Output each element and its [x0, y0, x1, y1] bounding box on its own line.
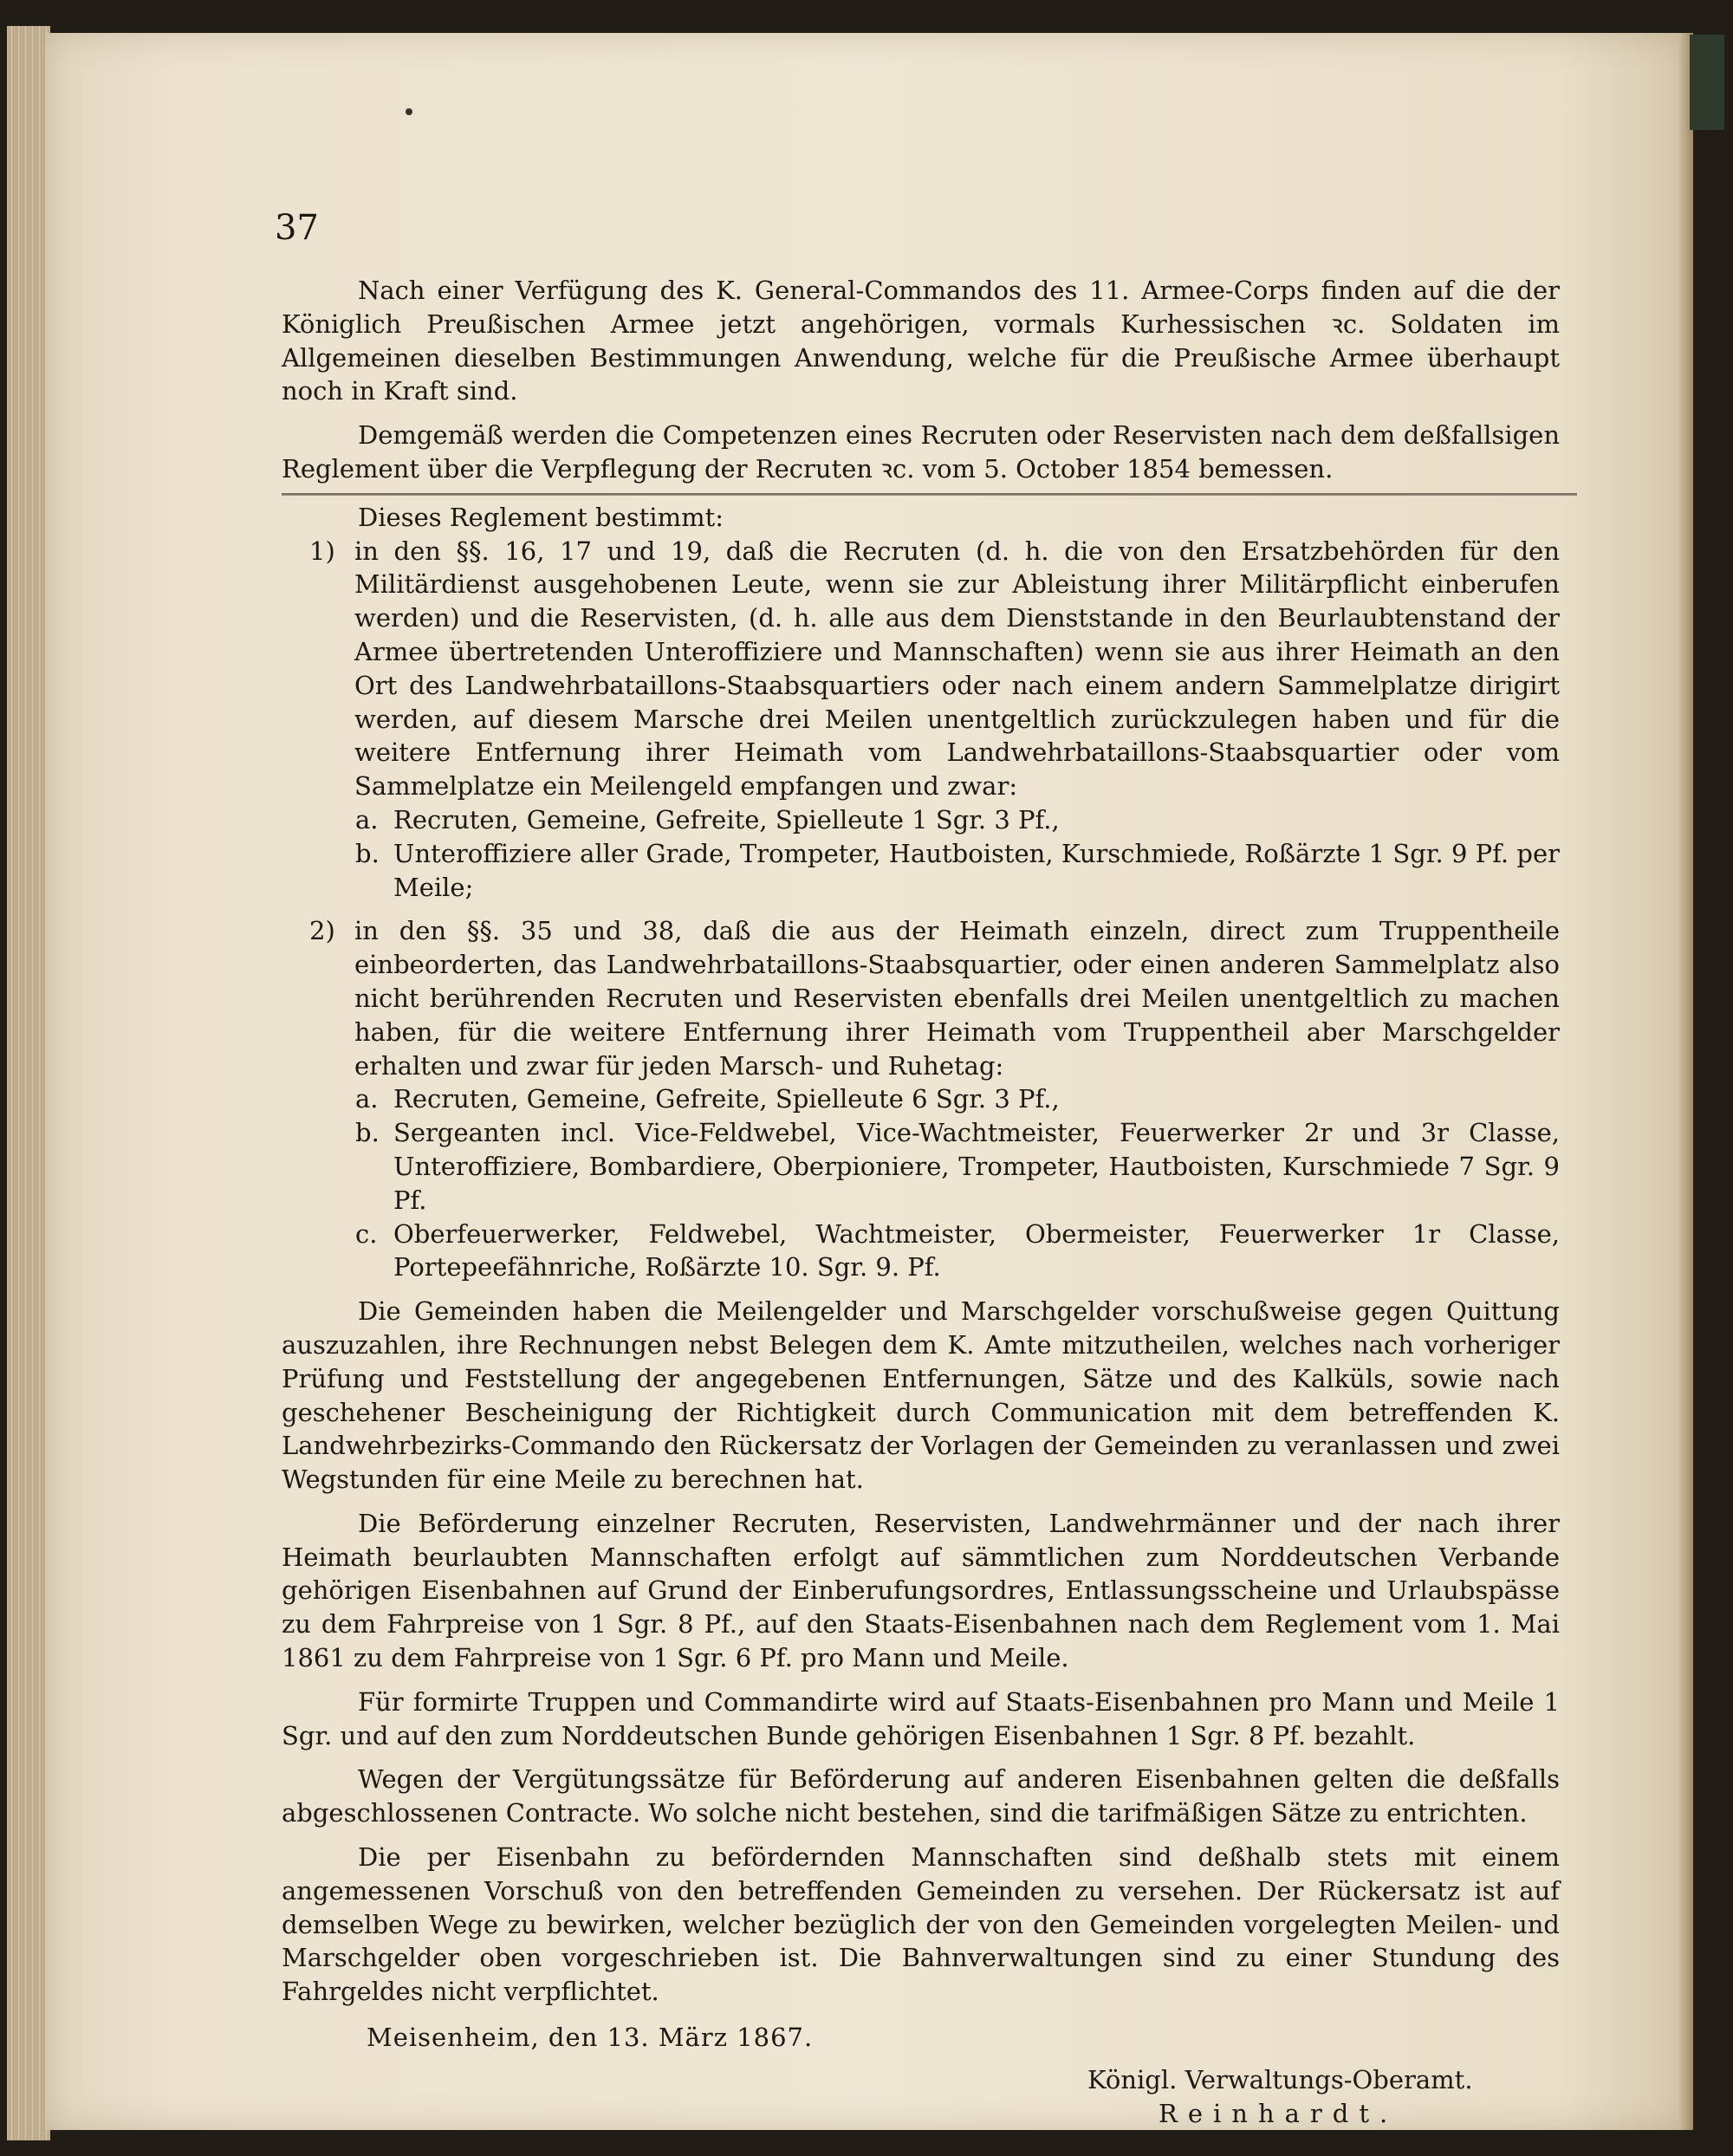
paragraph-intro: Nach einer Verfügung des K. General-Commandos des 11. Armee-Corps finden auf die der Königlich Preußischen Armee jetzt angehörigen, vormals Kurhessischen ꝛc. Soldaten im Allgemeinen dieselben Bestimmungen Anwendung, welche für die Preußische Armee überhaupt noch in Kraft sind. [282, 276, 1560, 406]
list-item-2-text: in den §§. 35 und 38, daß die aus der Heimath einzeln, direct zum Truppentheile einbeorderten, das Landwehrbataillons-Staabsquartier, oder einen anderen Sammelplatz also nicht berührenden Recruten und Reservisten ebenfalls drei Meilen unentgeltlich zu machen haben, für die weitere Entfernung ihrer Heimath vom Truppentheil aber Marschgelder erhalten und zwar für jeden Marsch- und Ruhetag: [354, 916, 1560, 1081]
signature-name: Reinhardt. [1159, 2098, 1399, 2128]
paragraph-municipalities: Die Gemeinden haben die Meilengelder und Marschgelder vorschußweise gegen Quittung auszuzahlen, ihre Rechnungen nebst Belegen dem K. Amte mitzutheilen, welches nach vorheriger Prüfung und Feststellung der angegebenen Entfernungen, Sätze und des Kalküls, sowie nach geschehener Bescheinigung der Richtigkeit durch Communication mit dem betreffenden K. Landwehrbezirks-Commando den Rückersatz der Vorlagen der Gemeinden zu veranlassen und zwei Wegstunden für eine Meile zu berechnen hat. [282, 1296, 1560, 1495]
list-item-1a-label: a. [355, 804, 379, 834]
list-item-1 [309, 535, 1560, 803]
list-item-2b-label: b. [355, 1118, 380, 1148]
list-item-2b [355, 1116, 1560, 1217]
list-item-1a-text: Recruten, Gemeine, Gefreite, Spielleute 1 Sgr. 3 Pf., [393, 804, 1060, 834]
list-item-1b-label: b. [355, 838, 380, 868]
list-item-2a-label: a. [355, 1084, 379, 1114]
list-item-1-number: 1) [309, 536, 335, 566]
list-item-2 [309, 914, 1560, 1082]
list-item-2c-label: c. [355, 1218, 378, 1249]
list-item-1b [355, 837, 1560, 905]
document-body [282, 208, 1560, 2130]
paragraph-advance-payment: Die per Eisenbahn zu befördernden Mannschaften sind deßhalb stets mit einem angemessenen Vorschuß von den betreffenden Gemeinden zu versehen. Der Rückersatz ist auf demselben Wege zu bewirken, welcher bezüglich der von den Gemeinden vorgelegten Meilen- und Marschgelder oben vorgeschrieben ist. Die Bahnverwaltungen sind zu einer Stundung des Fahrgeldes nicht verpflichtet. [282, 1842, 1560, 2007]
page-right-edge [1679, 33, 1693, 2130]
paragraph-regulation-heading: Dieses Reglement bestimmt: [358, 502, 724, 532]
ink-dot [406, 108, 412, 115]
bookmark-tab [1690, 35, 1724, 130]
paragraph-formed-troops: Für formirte Truppen und Commandirte wird auf Staats-Eisenbahnen pro Mann und Meile 1 Sgr. und auf den zum Norddeutschen Bunde gehörigen Eisenbahnen 1 Sgr. 8 Pf. bezahlt. [282, 1686, 1560, 1750]
paragraph-contracts: Wegen der Vergütungssätze für Beförderung auf anderen Eisenbahnen gelten die deßfalls abgeschlossenen Contracte. Wo solche nicht bestehen, sind die tarifmäßigen Sätze zu entrichten. [282, 1764, 1560, 1828]
page-stack-edge [7, 26, 50, 2140]
list-item-1b-text: Unteroffiziere aller Grade, Trompeter, Hautboisten, Kurschmiede, Roßärzte 1 Sgr. 9 Pf. per Meile; [393, 838, 1560, 902]
page-number: 37 [275, 208, 319, 248]
list-item-2a [355, 1082, 1560, 1116]
list-item-2a-text: Recruten, Gemeine, Gefreite, Spielleute 6 Sgr. 3 Pf., [393, 1084, 1060, 1114]
list-item-2b-text: Sergeanten incl. Vice-Feldwebel, Vice-Wachtmeister, Feuerwerker 2r und 3r Classe, Unteroffiziere, Bombardiere, Oberpioniere, Trompeter, Hautboisten, Kurschmiede 7 Sgr. 9 Pf. [393, 1118, 1560, 1215]
horizontal-rule [282, 493, 1577, 496]
list-item-2-number: 2) [309, 916, 335, 946]
list-item-1-text: in den §§. 16, 17 und 19, daß die Recruten (d. h. die von den Ersatzbehörden für den Militärdienst ausgehobenen Leute, wenn sie zur Ableistung ihrer Militärpflicht einberufen werden) und die Reservisten, (d. h. alle aus dem Dienststande in den Beurlaubtenstand der Armee übertretenden Unteroffiziere und Mannschaften) wenn sie aus ihrer Heimath an den Ort des Landwehrbataillons-Staabsquartiers oder nach einem andern Sammelplatze dirigirt werden, auf diesem Marsche drei Meilen unentgeltlich zurückzulegen haben und für die weitere Entfernung ihrer Heimath vom Landwehrbataillons-Staabsquartier oder vom Sammelplatze ein Meilengeld empfangen und zwar: [354, 536, 1560, 802]
list-item-2c [355, 1218, 1560, 1285]
paragraph-railway-transport: Die Beförderung einzelner Recruten, Reservisten, Landwehrmänner und der nach ihrer Heimath beurlaubten Mannschaften erfolgt auf sämmtlichen zum Norddeutschen Verbande gehörigen Eisenbahnen auf Grund der Einberufungsordres, Entlassungsscheine und Urlaubspässe zu dem Fahrpreise von 1 Sgr. 8 Pf., auf den Staats-Eisenbahnen nach dem Reglement vom 1. Mai 1861 zu dem Fahrpreise von 1 Sgr. 6 Pf. pro Mann und Meile. [282, 1508, 1560, 1673]
place-and-date: Meisenheim, den 13. März 1867. [367, 2023, 814, 2053]
list-item-1a [355, 803, 1560, 837]
list-item-2c-text: Oberfeuerwerker, Feldwebel, Wachtmeister, Obermeister, Feuerwerker 1r Classe, Portepeefähnriche, Roßärzte 10. Sgr. 9. Pf. [393, 1218, 1560, 1283]
issuing-authority: Königl. Verwaltungs-Oberamt. [1087, 2064, 1473, 2094]
paragraph-competences: Demgemäß werden die Competenzen eines Recruten oder Reservisten nach dem deßfallsigen Reglement über die Verpflegung der Recruten ꝛc. vom 5. October 1854 bemessen. [282, 420, 1560, 484]
